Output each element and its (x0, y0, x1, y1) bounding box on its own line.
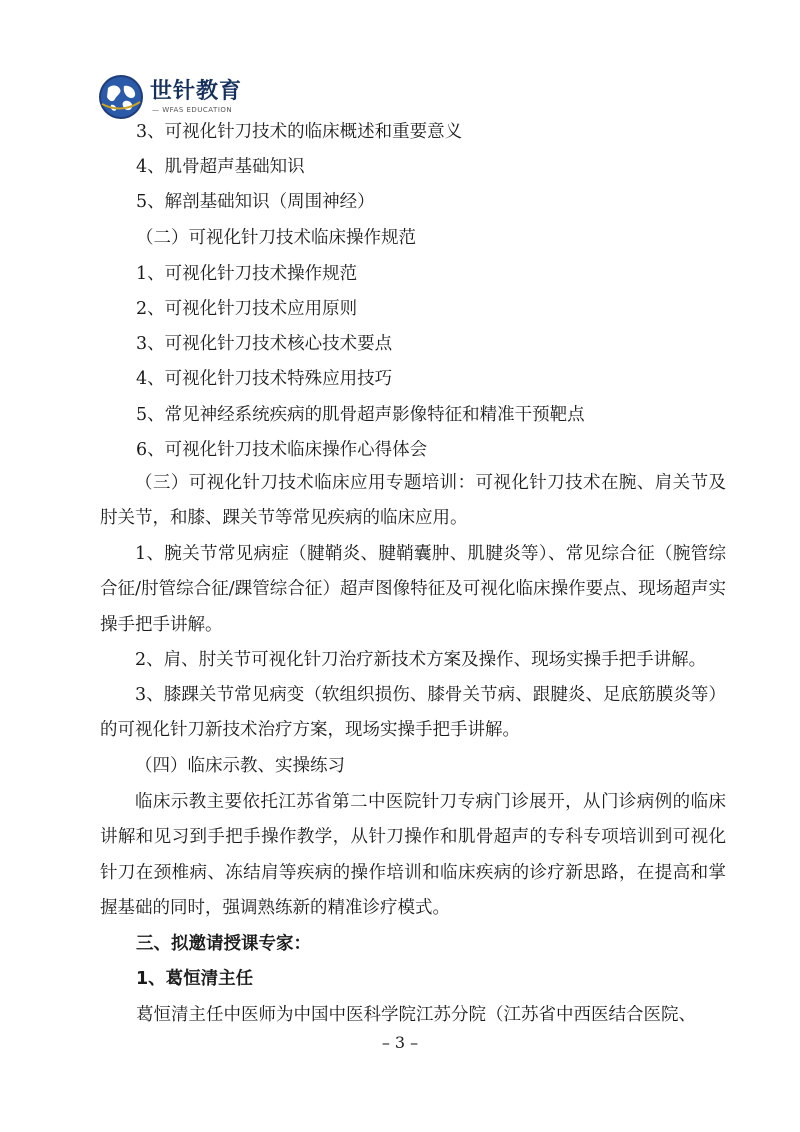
paragraph: 2、肩、肘关节可视化针刀治疗新技术方案及操作、现场实操手把手讲解。 (135, 650, 707, 670)
paragraph: 1、腕关节常见病症（腱鞘炎、腱鞘囊肿、肌腱炎等）、常见综合征（腕管综合征/肘管综合征/踝管综合征）超声图像特征及可视化临床操作要点、现场超声实操手把手讲解。 (100, 544, 726, 635)
subsection-heading: （二）可视化针刀技术临床操作规范 (136, 228, 416, 248)
text-line: 葛恒清主任中医师为中国中医科学院江苏分院（江苏省中西医结合医院、 (136, 1005, 696, 1025)
text-line: 1、可视化针刀技术操作规范 (136, 264, 358, 284)
text-line: 3、可视化针刀技术核心技术要点 (136, 334, 393, 354)
subsection-heading: （四）临床示教、实操练习 (135, 756, 345, 776)
logo-name: 世针教育 (150, 79, 243, 104)
paragraph: 临床示教主要依托江苏省第二中医院针刀专病门诊展开，从门诊病例的临床讲解和见习到手把手操作教学，从针刀操作和肌骨超声的专科专项培训到可视化针刀在颈椎病、冻结肩等疾病的操作培训和临床疾病的诊疗新思路，在提高和掌握基础的同时，强调熟练新的精准诊疗模式。 (100, 792, 726, 919)
globe-logo-icon (98, 74, 144, 120)
page-number: – 3 – (381, 1033, 419, 1052)
expert-heading: 1、葛恒清主任 (136, 969, 254, 989)
text-line: 3、可视化针刀技术的临床概述和重要意义 (136, 122, 463, 142)
section-heading: 三、拟邀请授课专家： (136, 934, 311, 954)
text-line: 5、常见神经系统疾病的肌骨超声影像特征和精准干预靶点 (136, 405, 585, 425)
logo (98, 72, 242, 122)
paragraph: 3、膝踝关节常见病变（软组织损伤、膝骨关节病、跟腱炎、足底筋膜炎等）的可视化针刀新技术治疗方案，现场实操手把手讲解。 (100, 685, 726, 741)
logo-subtitle: — WFAS EDUCATION (152, 106, 233, 114)
text-line: 5、解剖基础知识（周围神经） (136, 192, 375, 212)
paragraph: （三）可视化针刀技术临床应用专题培训：可视化针刀技术在腕、肩关节及肘关节，和膝、踝关节等常见疾病的临床应用。 (100, 473, 726, 529)
text-line: 4、肌骨超声基础知识 (136, 157, 305, 177)
text-line: 6、可视化针刀技术临床操作心得体会 (136, 440, 428, 460)
text-line: 2、可视化针刀技术应用原则 (136, 299, 358, 319)
text-line: 4、可视化针刀技术特殊应用技巧 (136, 369, 393, 389)
